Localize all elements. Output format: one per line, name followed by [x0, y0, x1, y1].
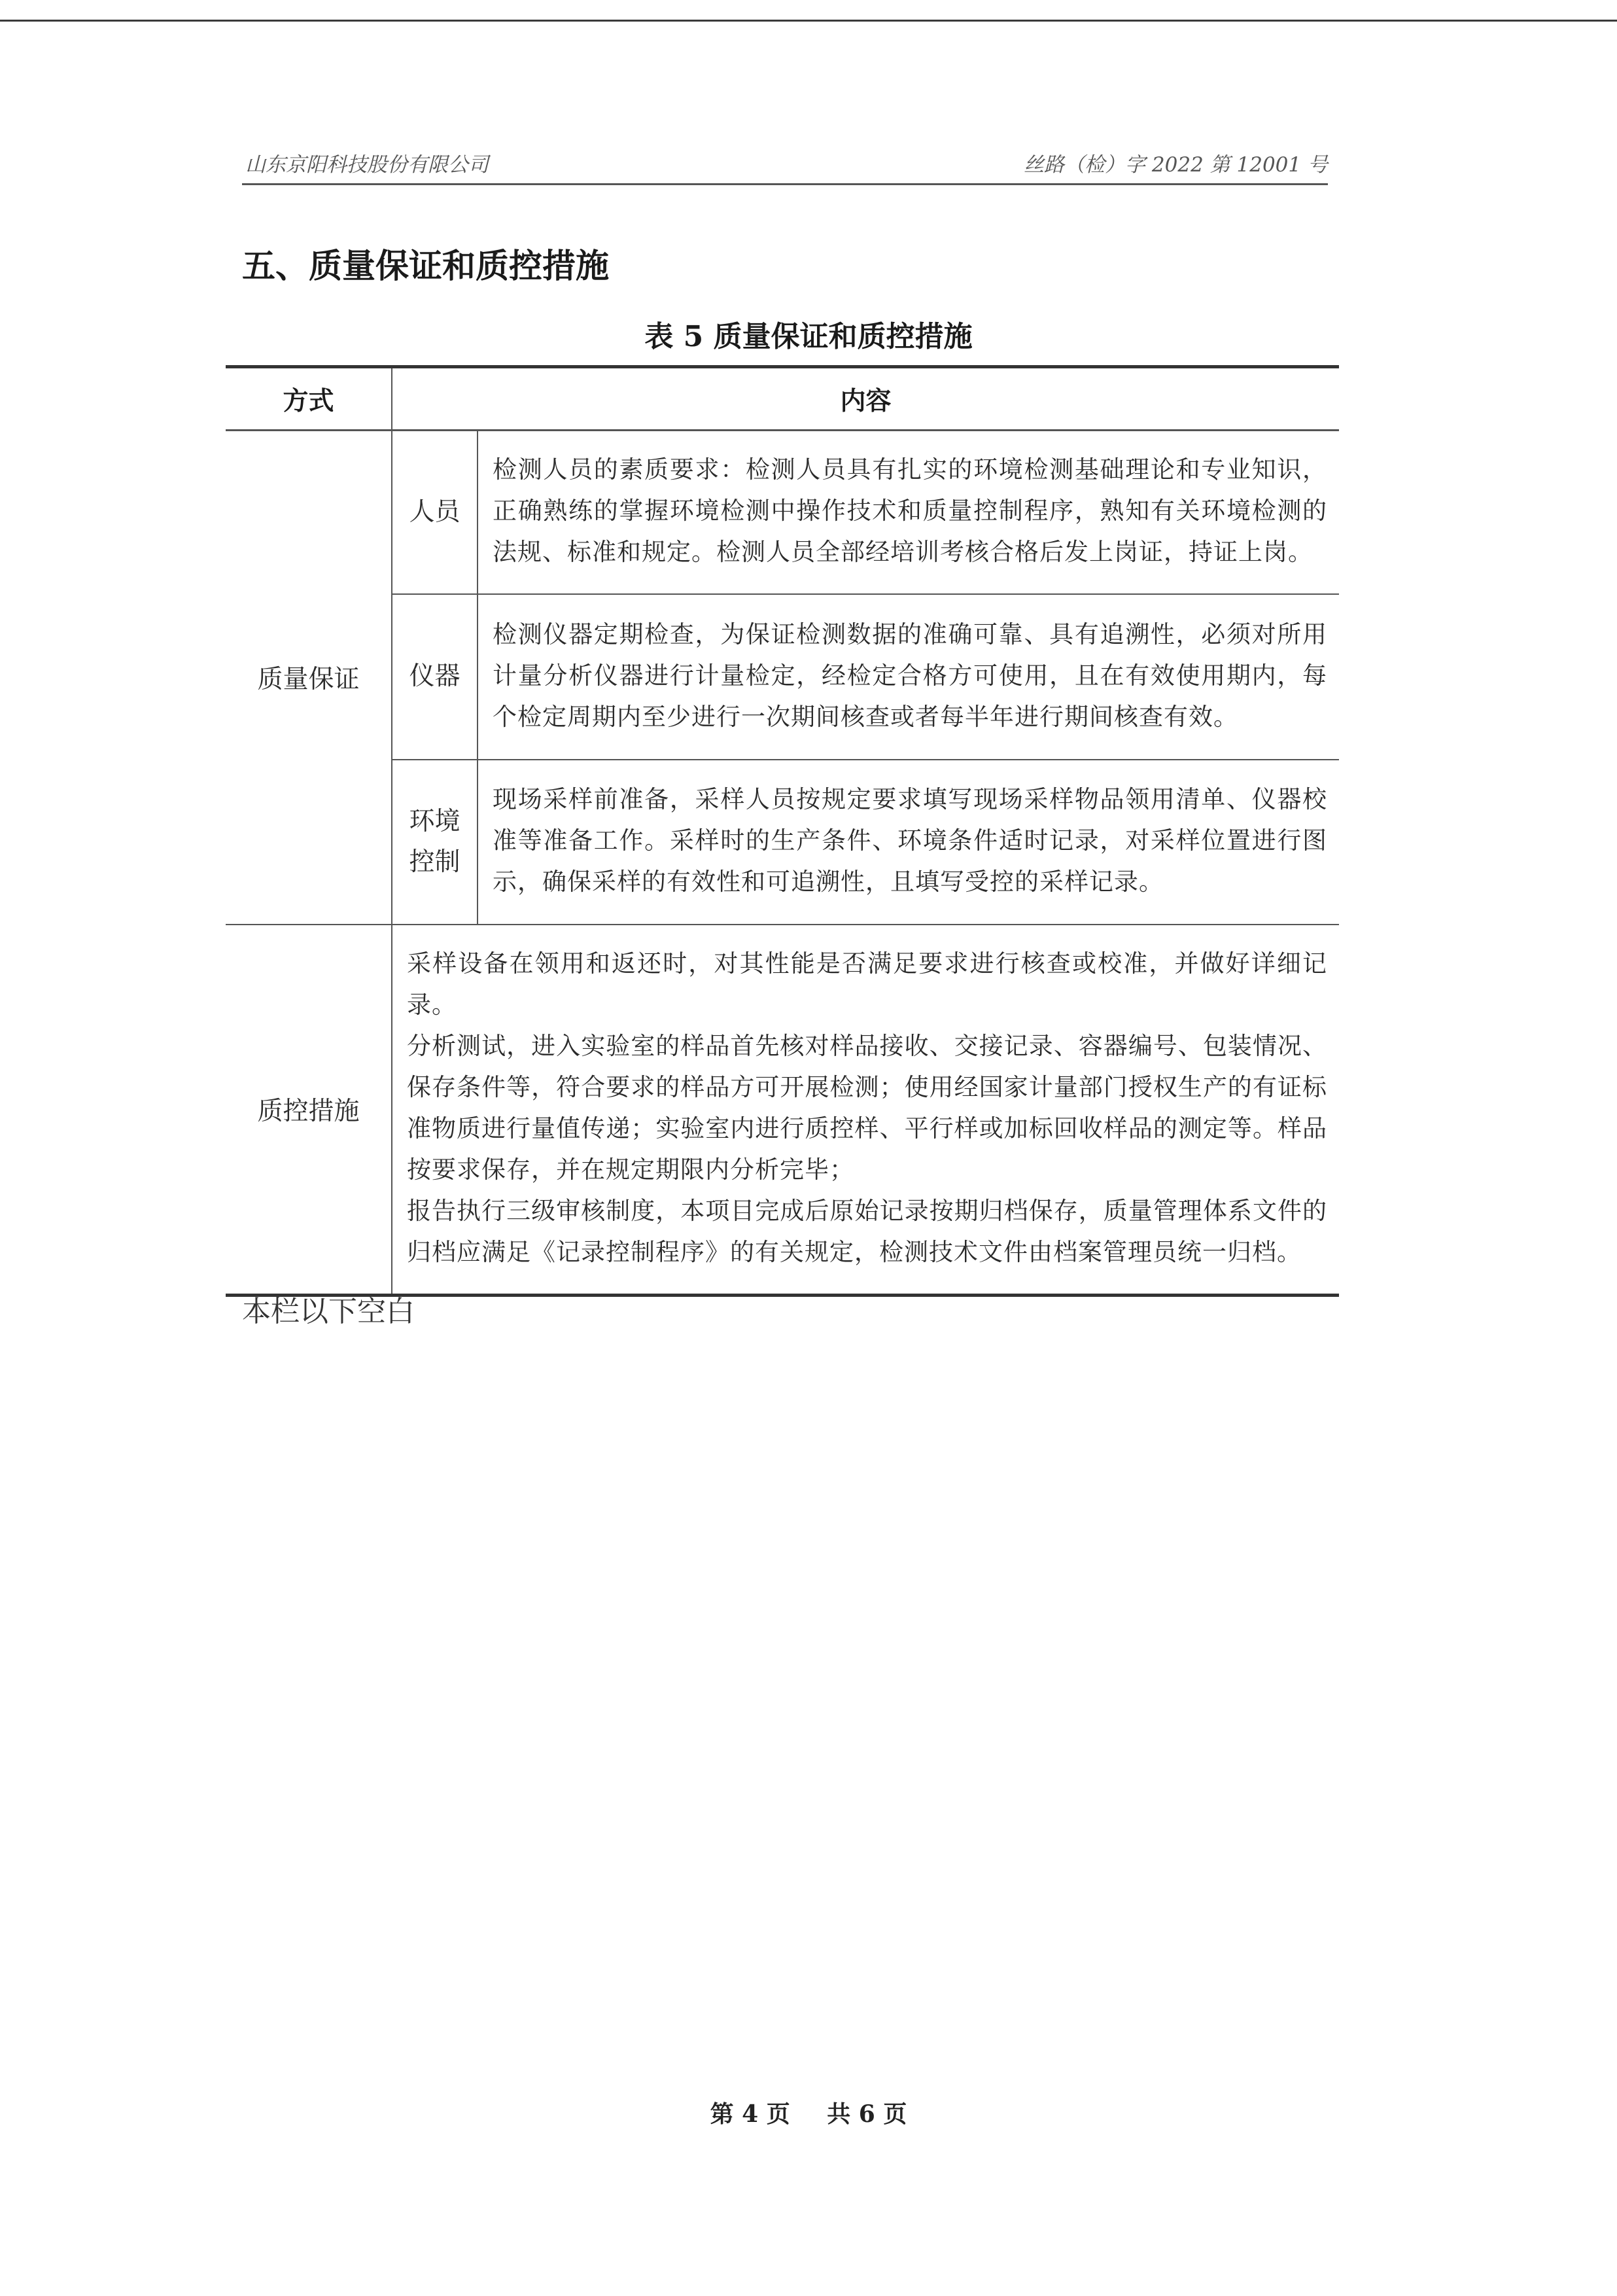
content-quality-control: [392, 925, 1339, 1296]
page-total: 共 6 页: [827, 2100, 907, 2128]
sub-personnel: 人员: [392, 431, 478, 594]
table-caption: 表 5 质量保证和质控措施: [644, 320, 973, 353]
blank-below-note: 本栏以下空白: [242, 1295, 415, 1328]
page-footer: [0, 2096, 1617, 2129]
qc-paragraph-report: 报告执行三级审核制度，本项目完成后原始记录按期归档保存，质量管理体系文件的归档应满足《记录控制程序》的有关规定，检测技术文件由档案管理员统一归档。: [407, 1197, 1328, 1267]
table-row: [226, 594, 1339, 760]
scan-top-border: [0, 20, 1617, 22]
quality-table: [226, 365, 1339, 1297]
section-heading: 五、质量保证和质控措施: [242, 247, 610, 286]
sub-environment: [392, 760, 478, 925]
content-instruments: 检测仪器定期检查，为保证检测数据的准确可靠、具有追溯性，必须对所用计量分析仪器进行计量检定，经检定合格方可使用，且在有效使用期内，每个检定周期内至少进行一次期间核查或者每半年进行期间核查有效。: [478, 594, 1339, 760]
method-quality-assurance: 质量保证: [226, 431, 392, 925]
method-quality-control: 质控措施: [226, 925, 392, 1296]
page-number: 第 4 页: [710, 2100, 790, 2128]
qc-paragraph-sampling: 采样设备在领用和返还时，对其性能是否满足要求进行核查或校准，并做好详细记录。: [407, 949, 1328, 1019]
qc-paragraph-analysis: 分析测试，进入实验室的样品首先核对样品接收、交接记录、容器编号、包装情况、保存条件等，符合要求的样品方可开展检测；使用经国家计量部门授权生产的有证标准物质进行量值传递；实验室内进行质控样、平行样或加标回收样品的测定等。样品按要求保存，并在规定期限内分析完毕；: [407, 1032, 1328, 1184]
sub-environment-label: 环境控制: [409, 806, 461, 877]
header-content: 内容: [392, 367, 1339, 431]
table-row: [226, 925, 1339, 1296]
content-personnel: 检测人员的素质要求：检测人员具有扎实的环境检测基础理论和专业知识，正确熟练的掌握环境检测中操作技术和质量控制程序，熟知有关环境检测的法规、标准和规定。检测人员全部经培训考核合格后发上岗证，持证上岗。: [478, 431, 1339, 594]
header-company: 山东京阳科技股份有限公司: [245, 153, 489, 177]
table-row: [226, 431, 1339, 594]
header-method: 方式: [226, 367, 392, 431]
sub-instruments: 仪器: [392, 594, 478, 760]
header-divider: [242, 183, 1328, 185]
table-header-row: [226, 367, 1339, 431]
header-doc-number: 丝路（检）字 2022 第 12001 号: [1024, 153, 1328, 177]
content-environment: 现场采样前准备，采样人员按规定要求填写现场采样物品领用清单、仪器校准等准备工作。采样时的生产条件、环境条件适时记录，对采样位置进行图示，确保采样的有效性和可追溯性，且填写受控的采样记录。: [478, 760, 1339, 925]
table-row: [226, 760, 1339, 925]
